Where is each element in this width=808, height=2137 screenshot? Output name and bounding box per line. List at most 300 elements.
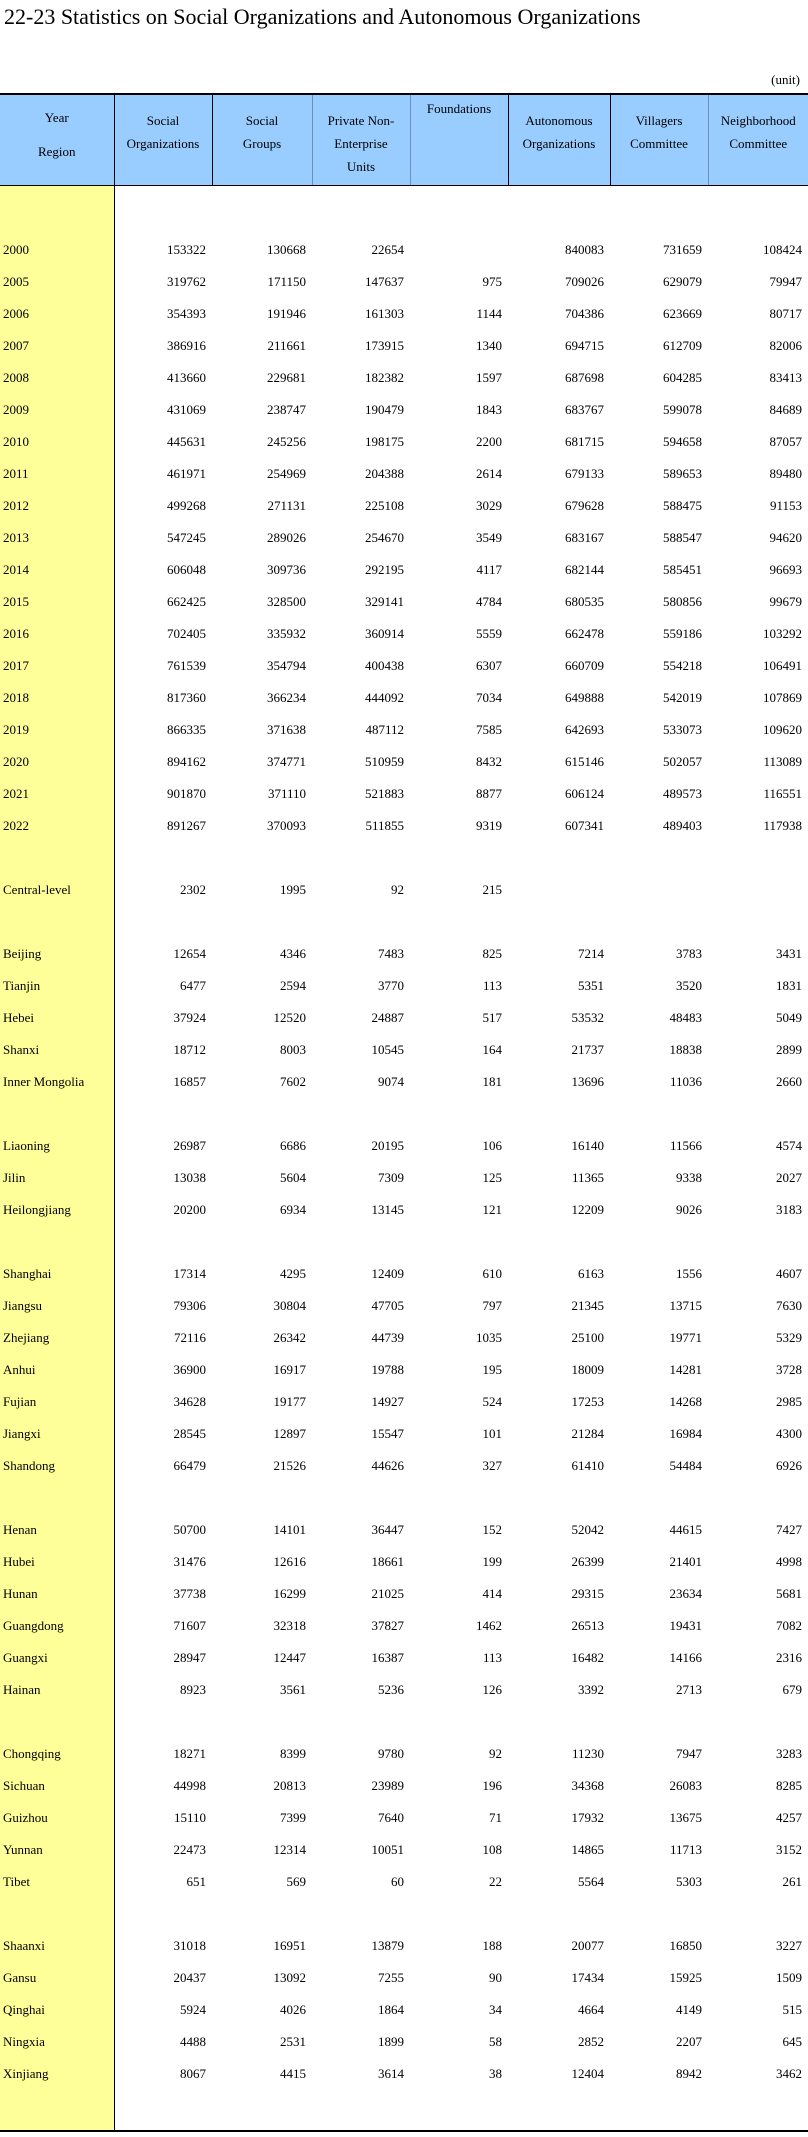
row-label: 2000 (0, 234, 114, 266)
spacer-cell (212, 842, 312, 874)
table-cell: 79306 (173, 1298, 206, 1313)
table-cell: 11365 (571, 1170, 604, 1185)
spacer-cell (114, 186, 212, 235)
table-cell: 7483 (378, 946, 404, 961)
table-cell: 16299 (273, 1586, 306, 1601)
spacer-cell (508, 842, 610, 874)
spacer-cell (508, 186, 610, 235)
table-cell: 524 (482, 1394, 502, 1409)
table-row (0, 1386, 808, 1418)
table-cell: 569 (286, 1874, 306, 1889)
spacer-cell (212, 2090, 312, 2131)
table-cell: 20200 (173, 1202, 206, 1217)
table-cell: 594658 (663, 434, 702, 449)
table-cell: 147637 (365, 274, 404, 289)
table-cell: 16482 (571, 1650, 604, 1665)
table-cell: 502057 (663, 754, 702, 769)
row-label: Shaanxi (0, 1930, 114, 1962)
table-cell: 14281 (669, 1362, 702, 1377)
table-cell: 182382 (365, 370, 404, 385)
table-cell: 6926 (776, 1458, 802, 1473)
row-label: Jilin (0, 1162, 114, 1194)
table-cell: 7602 (280, 1074, 306, 1089)
spacer-cell (708, 842, 808, 874)
row-label: Liaoning (0, 1130, 114, 1162)
table-row (0, 490, 808, 522)
table-row (0, 1450, 808, 1482)
table-cell: 489573 (663, 786, 702, 801)
table-row (0, 810, 808, 842)
table-cell: 1831 (776, 978, 802, 993)
table-cell: 704386 (565, 306, 604, 321)
row-label: Anhui (0, 1354, 114, 1386)
table-cell: 254969 (267, 466, 306, 481)
row-label: Gansu (0, 1962, 114, 1994)
table-row (0, 458, 808, 490)
table-cell: 11230 (571, 1746, 604, 1761)
header-year-label: Year (44, 110, 69, 125)
table-cell: 825 (482, 946, 502, 961)
table-cell: 3614 (378, 2066, 404, 2081)
row-label: Xinjiang (0, 2058, 114, 2090)
table-cell: 12520 (273, 1010, 306, 1025)
table-cell: 840083 (565, 242, 604, 257)
table-cell: 17932 (571, 1810, 604, 1825)
table-row (0, 362, 808, 394)
table-cell: 7427 (776, 1522, 802, 1537)
spacer-row (0, 1898, 808, 1930)
table-cell: 6934 (280, 1202, 306, 1217)
row-label: Guangxi (0, 1642, 114, 1674)
row-label: Jiangsu (0, 1290, 114, 1322)
table-cell: 14101 (273, 1522, 306, 1537)
table-cell: 645 (782, 2034, 802, 2049)
header-text: Private Non- (327, 113, 395, 128)
table-cell: 106 (482, 1138, 502, 1153)
table-cell: 8877 (476, 786, 502, 801)
table-cell: 13879 (371, 1938, 404, 1953)
table-cell: 72116 (173, 1330, 206, 1345)
table-cell: 3549 (476, 530, 502, 545)
table-cell: 125 (482, 1170, 502, 1185)
table-cell: 4295 (280, 1266, 306, 1281)
table-bottom-row (0, 2090, 808, 2131)
page-title: 22-23 Statistics on Social Organizations and Autonomous Organizations (4, 4, 641, 29)
spacer-cell (114, 1098, 212, 1130)
table-cell: 894162 (167, 754, 206, 769)
spacer-cell (0, 906, 114, 938)
table-cell: 66479 (173, 1458, 206, 1473)
header-region-label: Region (37, 144, 76, 159)
table-cell: 11036 (669, 1074, 702, 1089)
table-cell: 6686 (280, 1138, 306, 1153)
table-cell: 5351 (578, 978, 604, 993)
table-cell: 511855 (365, 818, 404, 833)
spacer-cell (114, 1706, 212, 1738)
spacer-cell (114, 1226, 212, 1258)
table-cell: 607341 (565, 818, 604, 833)
table-row (0, 618, 808, 650)
table-cell: 204388 (365, 466, 404, 481)
spacer-cell (410, 1706, 508, 1738)
table-cell: 71607 (173, 1618, 206, 1633)
table-cell: 400438 (365, 658, 404, 673)
spacer-cell (312, 1098, 410, 1130)
table-cell: 30804 (273, 1298, 306, 1313)
table-cell: 21737 (571, 1042, 604, 1057)
table-cell: 130668 (267, 242, 306, 257)
table-cell: 17314 (173, 1266, 206, 1281)
table-cell: 20077 (571, 1938, 604, 1953)
header-text: Neighborhood (720, 113, 796, 128)
table-cell: 238747 (267, 402, 306, 417)
table-cell: 44998 (173, 1778, 206, 1793)
table-cell: 3462 (776, 2066, 802, 2081)
table-cell: 19771 (669, 1330, 702, 1345)
statistics-table-container (0, 93, 808, 2132)
table-row (0, 1194, 808, 1226)
row-label: 2014 (0, 554, 114, 586)
table-cell: 16917 (273, 1362, 306, 1377)
row-label: Henan (0, 1514, 114, 1546)
table-cell: 15110 (173, 1810, 206, 1825)
spacer-cell (708, 1226, 808, 1258)
table-cell: 82006 (769, 338, 802, 353)
spacer-cell (610, 186, 708, 235)
table-cell: 4346 (280, 946, 306, 961)
spacer-cell (212, 1482, 312, 1514)
spacer-cell (312, 1898, 410, 1930)
table-cell: 8399 (280, 1746, 306, 1761)
table-cell: 366234 (267, 690, 306, 705)
table-cell: 15925 (669, 1970, 702, 1985)
row-label: Guizhou (0, 1802, 114, 1834)
table-cell: 261 (782, 1874, 802, 1889)
table-cell: 12654 (173, 946, 206, 961)
table-cell: 662478 (565, 626, 604, 641)
table-cell: 7214 (578, 946, 604, 961)
table-row (0, 1610, 808, 1642)
table-cell: 680535 (565, 594, 604, 609)
table-cell: 34368 (571, 1778, 604, 1793)
table-cell: 199 (482, 1554, 502, 1569)
table-cell: 1995 (280, 882, 306, 897)
table-cell: 18661 (371, 1554, 404, 1569)
table-cell (410, 234, 508, 266)
table-cell: 44739 (371, 1330, 404, 1345)
spacer-row (0, 842, 808, 874)
table-cell: 901870 (167, 786, 206, 801)
row-label: 2018 (0, 682, 114, 714)
table-cell: 60 (391, 1874, 404, 1889)
row-label: 2022 (0, 810, 114, 842)
table-row (0, 1994, 808, 2026)
table-cell: 79947 (769, 274, 802, 289)
table-cell: 604285 (663, 370, 702, 385)
spacer-row (0, 1098, 808, 1130)
table-cell: 9319 (476, 818, 502, 833)
table-cell: 329141 (365, 594, 404, 609)
table-cell: 52042 (571, 1522, 604, 1537)
table-cell: 8285 (776, 1778, 802, 1793)
spacer-cell (610, 906, 708, 938)
table-cell: 44626 (371, 1458, 404, 1473)
table-row (0, 298, 808, 330)
table-cell: 22 (489, 1874, 502, 1889)
header-text: Committee (630, 136, 688, 151)
table-cell: 103292 (763, 626, 802, 641)
table-cell: 38 (489, 2066, 502, 2081)
table-cell: 9780 (378, 1746, 404, 1761)
table-cell: 7947 (676, 1746, 702, 1761)
table-cell: 8003 (280, 1042, 306, 1057)
table-row (0, 586, 808, 618)
table-cell: 588475 (663, 498, 702, 513)
table-cell: 3783 (676, 946, 702, 961)
table-cell: 683767 (565, 402, 604, 417)
unit-label: (unit) (771, 72, 800, 87)
table-row (0, 1674, 808, 1706)
table-cell: 19177 (273, 1394, 306, 1409)
row-label: 2005 (0, 266, 114, 298)
table-cell: 106491 (763, 658, 802, 673)
table-cell: 109620 (763, 722, 802, 737)
table-row (0, 1034, 808, 1066)
table-cell: 271131 (267, 498, 306, 513)
table-cell: 26399 (571, 1554, 604, 1569)
table-cell: 2614 (476, 466, 502, 481)
table-cell: 23634 (669, 1586, 702, 1601)
table-cell: 3728 (776, 1362, 802, 1377)
table-cell: 8923 (180, 1682, 206, 1697)
table-cell: 21025 (371, 1586, 404, 1601)
spacer-cell (508, 1706, 610, 1738)
table-cell: 606048 (167, 562, 206, 577)
header-text: Autonomous (525, 113, 593, 128)
table-row (0, 394, 808, 426)
table-cell: 47705 (371, 1298, 404, 1313)
table-cell: 14166 (669, 1650, 702, 1665)
table-cell: 4784 (476, 594, 502, 609)
table-row (0, 426, 808, 458)
header-autonomous-organizations (508, 94, 610, 186)
table-cell: 37827 (371, 1618, 404, 1633)
table-cell: 3152 (776, 1842, 802, 1857)
table-cell: 16387 (371, 1650, 404, 1665)
table-cell: 50700 (173, 1522, 206, 1537)
table-cell: 4300 (776, 1426, 802, 1441)
spacer-cell (410, 842, 508, 874)
table-cell: 8067 (180, 2066, 206, 2081)
spacer-cell (114, 842, 212, 874)
table-cell: 6163 (578, 1266, 604, 1281)
table-cell: 2316 (776, 1650, 802, 1665)
header-social-groups (212, 94, 312, 186)
table-row (0, 714, 808, 746)
spacer-cell (708, 1482, 808, 1514)
spacer-cell (212, 1226, 312, 1258)
table-cell: 559186 (663, 626, 702, 641)
table-cell: 444092 (365, 690, 404, 705)
table-cell: 4998 (776, 1554, 802, 1569)
table-cell: 13675 (669, 1810, 702, 1825)
table-cell: 679133 (565, 466, 604, 481)
table-cell: 517 (482, 1010, 502, 1025)
spacer-cell (610, 1706, 708, 1738)
table-cell: 153322 (167, 242, 206, 257)
table-cell: 1556 (676, 1266, 702, 1281)
row-label: Hebei (0, 1002, 114, 1034)
table-cell: 211661 (267, 338, 306, 353)
table-row (0, 522, 808, 554)
table-cell: 3431 (776, 946, 802, 961)
table-cell: 14865 (571, 1842, 604, 1857)
table-cell: 245256 (267, 434, 306, 449)
spacer-cell (410, 2090, 508, 2131)
table-cell: 83413 (769, 370, 802, 385)
table-cell: 80717 (769, 306, 802, 321)
row-label: 2013 (0, 522, 114, 554)
table-cell: 687698 (565, 370, 604, 385)
table-cell: 18712 (173, 1042, 206, 1057)
table-row (0, 1066, 808, 1098)
table-cell: 89480 (769, 466, 802, 481)
table-cell: 3029 (476, 498, 502, 513)
row-label: 2007 (0, 330, 114, 362)
table-cell: 629079 (663, 274, 702, 289)
table-cell: 10545 (371, 1042, 404, 1057)
spacer-cell (114, 906, 212, 938)
table-cell: 9026 (676, 1202, 702, 1217)
row-label: Shanghai (0, 1258, 114, 1290)
table-cell: 96693 (769, 562, 802, 577)
spacer-cell (610, 1226, 708, 1258)
table-cell: 599078 (663, 402, 702, 417)
table-cell: 2852 (578, 2034, 604, 2049)
table-cell: 14268 (669, 1394, 702, 1409)
row-label: Zhejiang (0, 1322, 114, 1354)
table-row (0, 1546, 808, 1578)
table-cell: 94620 (769, 530, 802, 545)
table-row (0, 1866, 808, 1898)
table-body (0, 186, 808, 2132)
row-label: Yunnan (0, 1834, 114, 1866)
spacer-cell (410, 186, 508, 235)
spacer-cell (312, 1706, 410, 1738)
spacer-cell (708, 1098, 808, 1130)
spacer-row (0, 1706, 808, 1738)
row-label: 2008 (0, 362, 114, 394)
table-cell: 11713 (669, 1842, 702, 1857)
table-cell: 292195 (365, 562, 404, 577)
spacer-cell (508, 1098, 610, 1130)
table-cell: 4149 (676, 2002, 702, 2017)
table-cell: 8942 (676, 2066, 702, 2081)
header-social-organizations (114, 94, 212, 186)
table-cell: 1843 (476, 402, 502, 417)
table-row (0, 1962, 808, 1994)
table-row (0, 1930, 808, 1962)
table-cell: 108424 (763, 242, 802, 257)
row-label: Hainan (0, 1674, 114, 1706)
table-cell: 15547 (371, 1426, 404, 1441)
table-cell: 17434 (571, 1970, 604, 1985)
table-cell: 9338 (676, 1170, 702, 1185)
table-cell: 5681 (776, 1586, 802, 1601)
spacer-cell (312, 906, 410, 938)
table-cell: 21284 (571, 1426, 604, 1441)
spacer-cell (212, 1098, 312, 1130)
table-row (0, 1802, 808, 1834)
table-cell: 3227 (776, 1938, 802, 1953)
spacer-cell (114, 1898, 212, 1930)
spacer-cell (708, 906, 808, 938)
table-cell: 371638 (267, 722, 306, 737)
spacer-cell (312, 1482, 410, 1514)
row-label: Hunan (0, 1578, 114, 1610)
table-cell: 32318 (273, 1618, 306, 1633)
spacer-row (0, 1226, 808, 1258)
table-cell: 16857 (173, 1074, 206, 1089)
row-label: 2012 (0, 490, 114, 522)
table-cell: 215 (482, 882, 502, 897)
table-cell: 126 (482, 1682, 502, 1697)
table-cell: 499268 (167, 498, 206, 513)
table-cell: 542019 (663, 690, 702, 705)
table-cell: 309736 (267, 562, 306, 577)
row-label: Chongqing (0, 1738, 114, 1770)
table-cell: 7399 (280, 1810, 306, 1825)
table-cell: 4257 (776, 1810, 802, 1825)
row-label: 2015 (0, 586, 114, 618)
table-cell: 171150 (267, 274, 306, 289)
table-row (0, 1258, 808, 1290)
table-cell: 152 (482, 1522, 502, 1537)
row-label: Qinghai (0, 1994, 114, 2026)
spacer-cell (312, 1226, 410, 1258)
table-cell: 533073 (663, 722, 702, 737)
spacer-cell (0, 1226, 114, 1258)
table-cell: 173915 (365, 338, 404, 353)
spacer-cell (0, 1098, 114, 1130)
table-cell: 20437 (173, 1970, 206, 1985)
table-cell: 54484 (669, 1458, 702, 1473)
spacer-cell (0, 186, 114, 235)
header-neighborhood-committee (708, 94, 808, 186)
header-region (0, 94, 114, 186)
row-label: Tibet (0, 1866, 114, 1898)
table-cell: 12447 (273, 1650, 306, 1665)
table-cell: 48483 (669, 1010, 702, 1025)
table-cell: 34628 (173, 1394, 206, 1409)
table-cell: 20813 (273, 1778, 306, 1793)
table-cell: 28545 (173, 1426, 206, 1441)
table-cell: 92 (391, 882, 404, 897)
table-cell: 585451 (663, 562, 702, 577)
table-cell: 289026 (267, 530, 306, 545)
table-cell: 683167 (565, 530, 604, 545)
table-cell: 3770 (378, 978, 404, 993)
table-cell: 1509 (776, 1970, 802, 1985)
table-cell: 161303 (365, 306, 404, 321)
table-cell: 254670 (365, 530, 404, 545)
table-cell: 5049 (776, 1010, 802, 1025)
table-cell: 3520 (676, 978, 702, 993)
row-label: 2016 (0, 618, 114, 650)
table-cell: 58 (489, 2034, 502, 2049)
header-text: Social (146, 113, 180, 128)
table-cell: 4117 (476, 562, 502, 577)
